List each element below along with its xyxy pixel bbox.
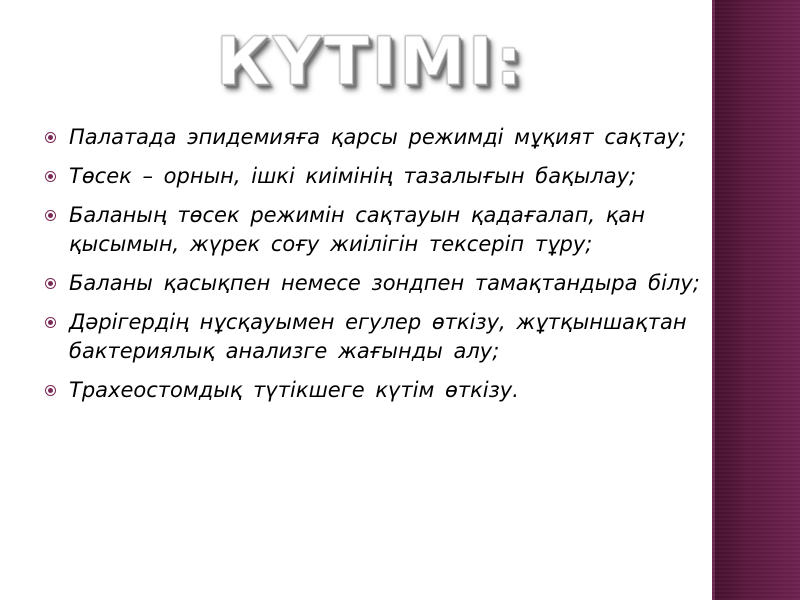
- side-decoration-band: [712, 0, 800, 600]
- bullet-icon: [45, 317, 56, 328]
- list-item-text: Палатада эпидемияға қарсы режимді мұқият сақтау;: [69, 125, 687, 149]
- bullet-icon: [45, 171, 56, 182]
- bullet-icon: [45, 278, 56, 289]
- list-item-text: Төсек – орнын, ішкі киімінің тазалығын бақылау;: [69, 164, 637, 188]
- list-item: [45, 123, 700, 152]
- list-item: [45, 376, 700, 405]
- list-item: [45, 308, 700, 366]
- bullet-icon: [45, 132, 56, 143]
- list-item: [45, 269, 700, 298]
- list-item-text: Баланың төсек режимін сақтауын қадағалап, қан қысымын, жүрек соғу жиілігін тексеріп тұру;: [69, 203, 645, 256]
- list-item: [45, 162, 700, 191]
- bullet-list: [45, 123, 700, 415]
- bullet-icon: [45, 210, 56, 221]
- list-item-text: Трахеостомдық түтікшеге күтім өткізу.: [69, 378, 519, 402]
- list-item-text: Баланы қасықпен немесе зондпен тамақтандыра білу;: [69, 271, 700, 295]
- list-item-text: Дәрігердің нұсқауымен егулер өткізу, жұтқыншақтан бактериялық анализге жағынды алу;: [69, 310, 687, 363]
- bullet-icon: [45, 385, 56, 396]
- list-item: [45, 201, 700, 259]
- slide-title: КҮТІМІ:: [216, 23, 525, 100]
